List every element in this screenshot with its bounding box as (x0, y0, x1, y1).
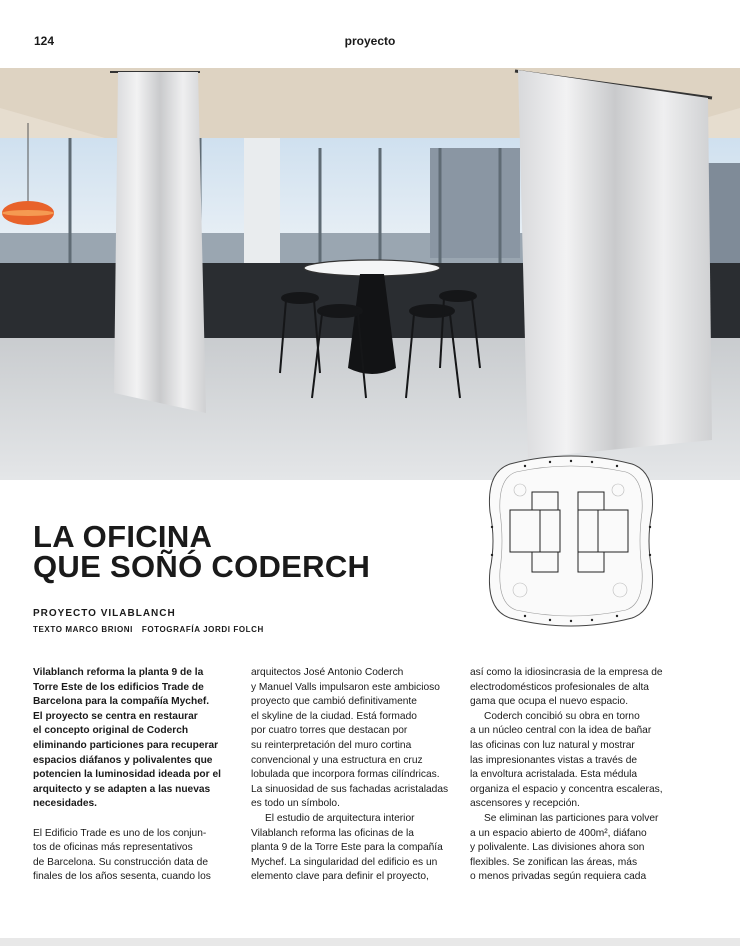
body-line: finales de los años sesenta, cuando los (33, 871, 211, 883)
body-line: las oficinas con luz natural y mostrar (470, 739, 635, 751)
body-line: Vilablanch reforma las oficinas de la (251, 827, 414, 839)
body-line: tos de oficinas más representativos (33, 842, 193, 854)
body-line: y Manuel Valls impulsaron este ambicioso (251, 681, 440, 693)
body-line: su reinterpretación del muro cortina (251, 739, 412, 751)
body-line: así como la idiosincrasia de la empresa de (470, 667, 663, 678)
lead-line: eliminando particiones para recuperar (33, 739, 219, 751)
lead-line: potencien la luminosidad ideada por el (33, 769, 221, 781)
text-column-1 (33, 666, 233, 885)
lead-line: Barcelona para la compañía Mychef. (33, 696, 210, 708)
credits-line (33, 625, 270, 634)
lead-line: el concepto original de Coderch (33, 725, 189, 737)
body-line: planta 9 de la Torre Este para la compañía (251, 842, 443, 854)
lead-line: necesidades. (33, 798, 97, 810)
body-line: arquitectos José Antonio Coderch (251, 667, 404, 678)
section-title: proyecto (344, 34, 396, 48)
body-line: las impresionantes vistas a través de (470, 754, 638, 766)
floor-plan-drawing (480, 452, 662, 630)
project-name: PROYECTO VILABLANCH (33, 608, 176, 619)
body-line: convencional y una estructura en cruz (251, 754, 423, 766)
body-line: la envoltura acristalada. Esta médula (470, 769, 638, 781)
text-credit: TEXTO MARCO BRIONI (33, 625, 133, 634)
text-column-2 (251, 666, 451, 885)
title-line-1: LA OFICINA (33, 519, 213, 554)
lead-line: Torre Este de los edificios Trade de (33, 681, 204, 693)
text-column-3 (470, 666, 680, 885)
body-line: Coderch concibió su obra en torno (484, 710, 640, 722)
lead-line: Vilablanch reforma la planta 9 de la (33, 667, 204, 678)
body-line: organiza el espacio y concentra escaleras, (470, 783, 663, 795)
article-title (33, 519, 371, 584)
body-line: Se eliminan las particiones para volver (484, 812, 659, 824)
page-bottom-edge (0, 938, 740, 946)
body-line: y polivalente. Las divisiones ahora son (470, 842, 645, 854)
body-line: a un espacio abierto de 400m², diáfano (470, 827, 647, 839)
body-line: a un núcleo central con la idea de bañar (470, 725, 652, 737)
body-line: o menos privadas según requiera cada (470, 871, 647, 883)
body-line: La sinuosidad de sus fachadas acristaladas (251, 783, 449, 795)
hero-photo (0, 68, 740, 480)
photo-credit: FOTOGRAFÍA JORDI FOLCH (141, 625, 264, 634)
body-line: El Edificio Trade es uno de los conjun- (33, 827, 207, 839)
body-line: Mychef. La singularidad del edificio es un (251, 856, 438, 868)
page-number: 124 (34, 34, 55, 48)
body-line: El estudio de arquitectura interior (265, 812, 415, 824)
body-line: proyecto que cambió definitivamente (251, 696, 417, 708)
body-line: electrodomésticos profesionales de alta (470, 681, 649, 693)
lead-line: arquitecto y se adapten a las nuevas (33, 783, 211, 795)
page-header (0, 0, 740, 64)
body-line: de Barcelona. Su construcción data de (33, 856, 208, 868)
body-line: por cuatro torres que destacan por (251, 725, 408, 737)
lead-line: espacios diáfanos y polivalentes que (33, 754, 213, 766)
lead-line: El proyecto se centra en restaurar (33, 710, 198, 722)
body-line: elemento clave para definir el proyecto, (251, 871, 429, 883)
body-line: es todo un símbolo. (251, 798, 340, 810)
body-line: el skyline de la ciudad. Está formado (251, 710, 417, 722)
body-line: ascensores y recepción. (470, 798, 580, 810)
body-line: flexibles. Se zonifican las áreas, más (470, 856, 638, 868)
body-line: lobulada que incorpora formas cilíndricas. (251, 769, 440, 781)
body-line: gama que ocupa el nuevo espacio. (470, 696, 629, 708)
title-line-2: QUE SOÑÓ CODERCH (33, 549, 371, 584)
